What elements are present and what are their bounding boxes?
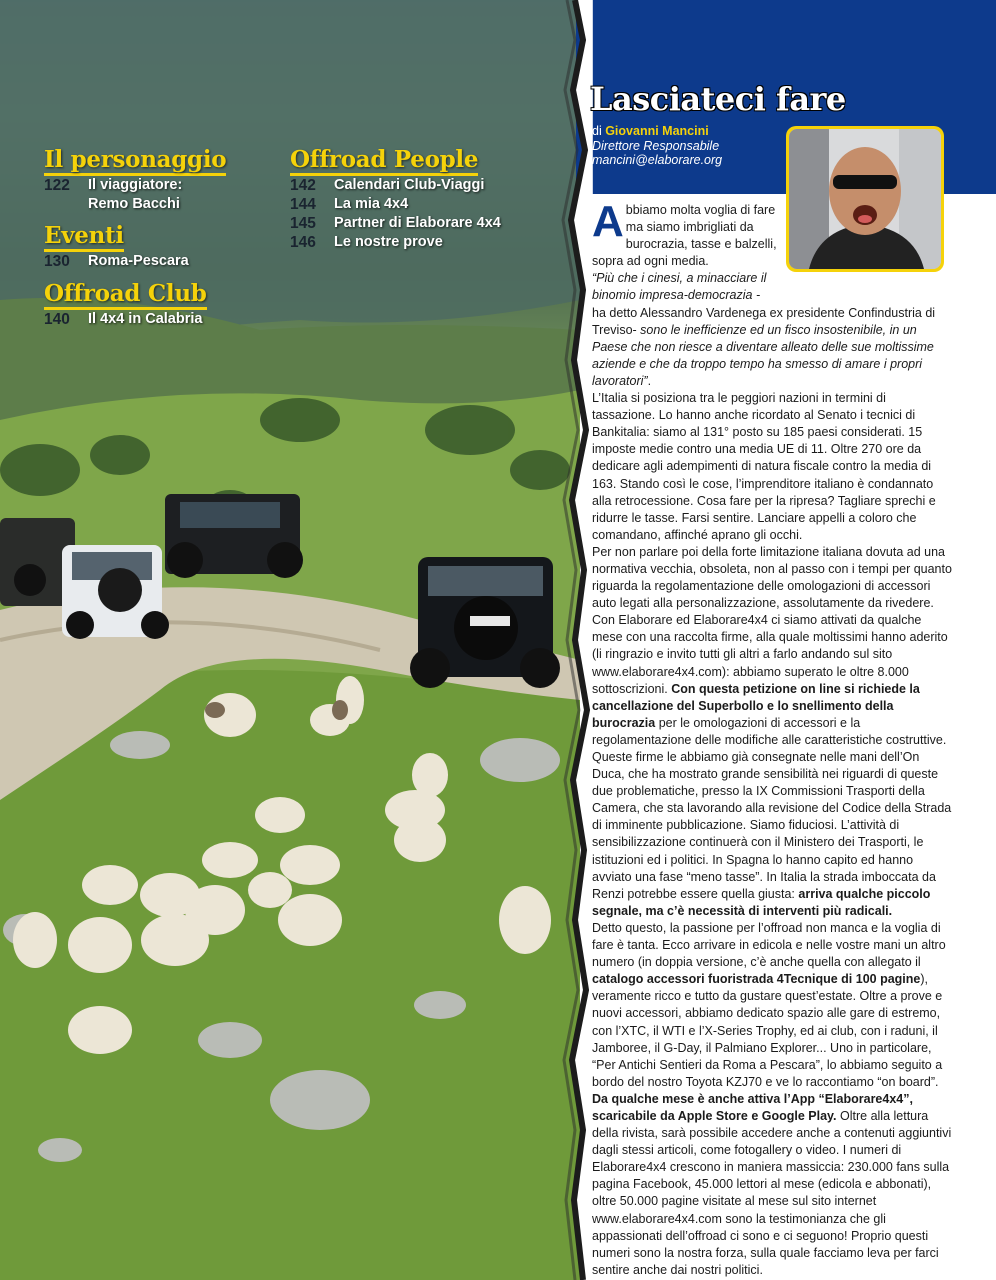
paragraph-2: [592, 544, 952, 920]
article-intro: [592, 197, 782, 270]
paragraph-3-bold-d: Da qualche mese è anche attiva l’App “Elaborare4x4”, scaricabile da Apple Store e Google Play.: [592, 1091, 913, 1123]
toc-section-personaggio: [44, 148, 226, 214]
paragraph-3-part-a: Detto questo, la passione per l’offroad non manca e la voglia di fare è tanta. Ecco arrivare in edicola e nelle vostre mani un altro numero (in doppia versione, c’è anche quella con allegato il: [592, 920, 946, 970]
paragraph-1: L’Italia si posiziona tra le peggiori nazioni in termini di tassazione. Lo hanno anche ricordato al Senato i tecnici di Bankitalia: siamo al 131° posto su 185 paesi considerati. 15 imposte medie contro una media UE di 11. Oltre 270 ore da dedicare agli adempimenti di natura fiscale contro la media di 163. Stando così le cose, l’imprenditore italiano è condannato alla retrocessione. Cosa fare per la ripresa? Tagliare sprechi e ridurre le tasse. Farsi sentire. Lanciare appelli a coloro che comandano, affinché aprano gli occhi.: [592, 391, 936, 542]
toc-entry-title: Roma-Pescara: [88, 253, 189, 269]
author-email[interactable]: mancini@elaborare.org: [592, 153, 723, 167]
byline-prefix: di: [592, 124, 606, 138]
toc-entry-title: Il viaggiatore: Remo Bacchi: [88, 177, 183, 212]
paragraph-3-bold-b: catalogo accessori fuoristrada 4Tecnique di 100 pagine: [592, 972, 921, 987]
quote-end: .: [647, 373, 652, 388]
toc-heading: Il personaggio: [44, 148, 226, 176]
toc-section-eventi: [44, 224, 189, 271]
toc-entry-title: Partner di Elaborare 4x4: [334, 215, 501, 231]
drop-cap: A: [592, 197, 624, 246]
toc-entry[interactable]: [290, 195, 501, 214]
quote-body: sono le inefficienze ed un fisco insostenibile, in un Paese che non riesce a diventare alleato delle sue moltissime aziende e che da troppo tempo ha smesso di amare i propri lavoratori”: [592, 322, 934, 388]
toc-heading: Offroad People: [290, 148, 478, 176]
paragraph-3-part-c: ), veramente ricco e tutto da gustare quest’estate. Oltre a prove e nuovi accessori, abbiamo dedicato spazio alle gare di estremo, con l’XTC, il WTI e l’X-Series Trophy, ed ai club, con i raduni, il Jamboree, il G-Day, il Palmiano Explorer... Uno in particolare, “Per Antichi Sentieri da Roma a Pescara”, lo abbiamo seguito a bordo del nostro Toyota KZJ70 e ve lo raccontiamo “on board”.: [592, 972, 943, 1089]
author-name: Giovanni Mancini: [605, 124, 709, 138]
paragraph-3-part-e: Oltre alla lettura della rivista, sarà possibile accedere anche a contenuti aggiuntivi dagli stessi articoli, come fotogallery o video. I numeri di Elaborare4x4 crescono in maniera massiccia: 230.000 fans sulla pagina Facebook, 45.000 lettori al mese (edicola e abbonati), oltre 50.000 pagine visitate al mese sul sito internet www.elaborare4x4.com sono la testimonianza che gli appassionati dell’offroad ci sono e ci seguono! Proprio questi numeri sono la nostra forza, sulla quale facciamo leva per farci sentire anche dai nostri politici.: [592, 1108, 952, 1277]
paragraph-2-bold-d: arriva qualche piccolo segnale, ma c’è necessità di interventi più radicali.: [592, 886, 931, 918]
toc-page-number: 122: [44, 177, 70, 194]
toc-page-number: 140: [44, 311, 70, 328]
toc-heading: Eventi: [44, 224, 124, 252]
toc-entry[interactable]: [290, 233, 501, 252]
toc-heading: Offroad Club: [44, 282, 207, 310]
author-role: Direttore Responsabile: [592, 138, 720, 153]
paragraph-2-part-a: Per non parlare poi della forte limitazione italiana dovuta ad una normativa vecchia, obsoleta, non al passo con i tempi per quanto riguarda la regolamentazione delle omologazioni di accessori auto legati alla personalizzazione, assolutamente da rivedere. Con Elaborare ed Elaborare4x4 ci siamo attivati da qualche mese con una raccolta firme, alla quale moltissimi hanno aderito (li ringrazio e invito tutti gli altri a farlo andando sul sito www.elaborare4x4.com): abbiamo superato le oltre 8.000 sottoscrizioni.: [592, 544, 952, 696]
paragraph-2-bold-a: Con questa petizione on line si richiede la cancellazione del Superbollo e lo snellimento della burocrazia: [592, 681, 920, 730]
article-intro-text: bbiamo molta voglia di fare ma siamo imbrigliati da burocrazia, tasse e balzelli, sopra ad ogni media.: [592, 203, 777, 269]
toc-entry[interactable]: [44, 310, 207, 329]
toc-section-offroad-people: [290, 148, 501, 252]
quote-attribution: ha detto Alessandro Vardenega ex presidente Confindustria di Treviso-: [592, 305, 936, 337]
byline: [592, 124, 722, 168]
toc-entry[interactable]: [290, 214, 501, 233]
toc-entry-title: Calendari Club-Viaggi: [334, 177, 485, 193]
toc-page-number: 142: [290, 177, 316, 194]
paragraph-2-part-c: per le omologazioni di accessori e la regolamentazione delle modifiche alle caratteristiche costruttive. Queste firme le abbiamo già consegnate nelle mani dell’On Duca, che ha mostrato grande sensibilità nei riguardi di queste due problematiche, presso la IX Commissioni Trasporti della Camera, che sta lavorando alla revisione del Codice della Strada di imminente pubblicazione. Siamo fiduciosi. L’attività di sensibilizzazione continuerà con il Ministero dei Trasporti, le istituzioni ed i politici. In Spagna lo hanno capito ed hanno avviato una fase “meno tasse”. In Italia la strada imboccata da Renzi potrebbe essere quella giusta:: [592, 715, 952, 901]
toc-page-number: 144: [290, 196, 316, 213]
toc-page-number: 145: [290, 215, 316, 232]
toc-page-number: 146: [290, 234, 316, 251]
toc-entry-title: Le nostre prove: [334, 234, 443, 250]
toc-section-offroad-club: [44, 282, 207, 329]
editorial-article: [592, 197, 952, 1279]
editorial-title: Lasciateci fare: [590, 80, 846, 118]
toc-entry[interactable]: [44, 252, 189, 271]
toc-page-number: 130: [44, 253, 70, 270]
toc-entry[interactable]: [44, 176, 226, 214]
quote-paragraph: [592, 305, 952, 390]
quote-opening-text: “Più che i cinesi, a minacciare il binomio impresa-democrazia -: [592, 271, 767, 303]
toc-entry[interactable]: [290, 176, 501, 195]
quote-opening: [592, 270, 782, 304]
toc-entry-title: La mia 4x4: [334, 196, 409, 212]
toc-entry-title: Il 4x4 in Calabria: [88, 311, 203, 327]
paragraph-3: [592, 920, 952, 1279]
